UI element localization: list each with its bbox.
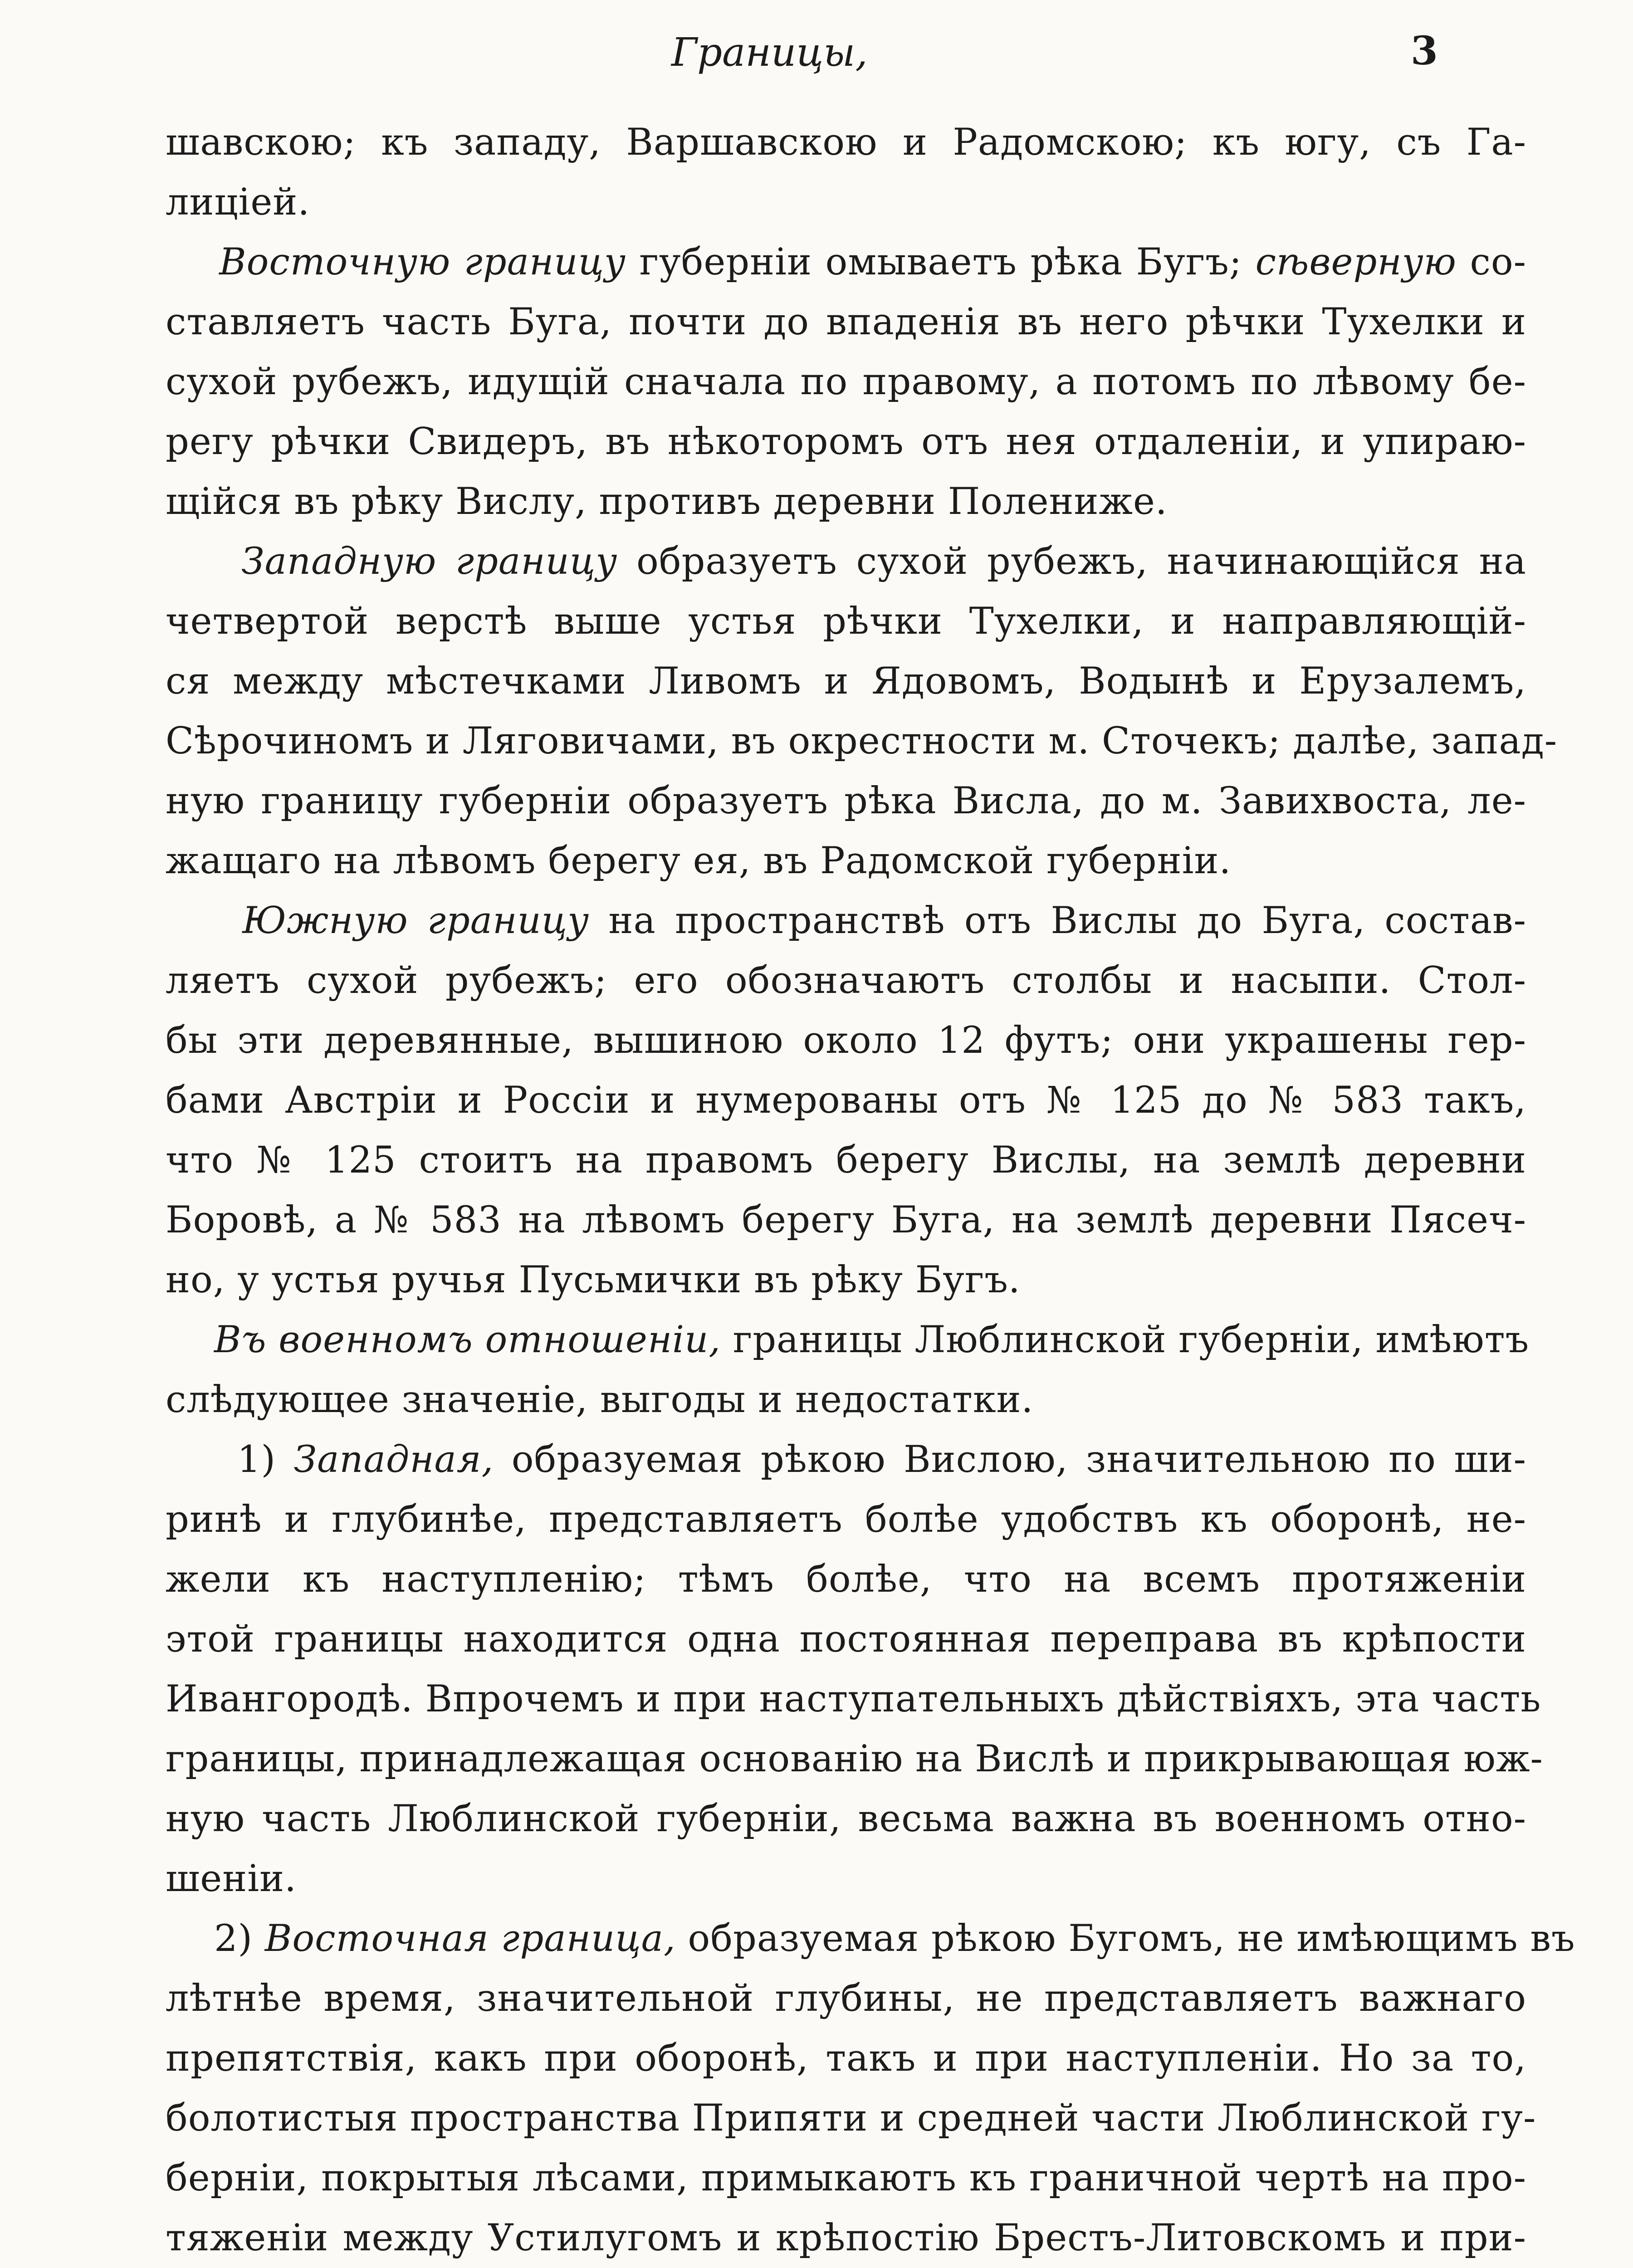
text-line: этой границы находится одна постоянная переправа въ крѣпости [166,1618,1526,1661]
text-line: бы эти деревянные, вышиною около 12 футъ; они украшены гер- [166,1019,1526,1062]
text-line: препятствія, какъ при оборонѣ, такъ и при наступленіи. Но за то, [166,2037,1526,2080]
text-line: ставляетъ часть Буга, почти до впаденія въ него рѣчки Тухелки и [166,301,1526,343]
text-line: слѣдующее значеніе, выгоды и недостатки. [166,1378,1034,1421]
text-line: щійся въ рѣку Вислу, противъ деревни Полениже. [166,480,1168,523]
text-line: Восточную границу губерніи омываетъ рѣка Бугъ; сѣверную со- [219,241,1527,284]
text-line: регу рѣчки Свидеръ, въ нѣкоторомъ отъ нея отдаленіи, и упираю- [166,420,1526,463]
text-line: жели къ наступленію; тѣмъ болѣе, что на всемъ протяженіи [166,1558,1526,1601]
text-line: границы, принадлежащая основанію на Вислѣ и прикрывающая юж- [166,1738,1543,1780]
running-title: Границы, [671,30,868,75]
text-line: сухой рубежъ, идущій сначала по правому, а потомъ по лѣвому бе- [166,361,1526,403]
text-line: жащаго на лѣвомъ берегу ея, въ Радомской губерніи. [166,840,1232,882]
text-line: Ивангородѣ. Впрочемъ и при наступательныхъ дѣйствіяхъ, эта часть [166,1678,1541,1721]
text-line: ся между мѣстечками Ливомъ и Ядовомъ, Водынѣ и Ерузалемъ, [166,660,1526,703]
text-line: ную часть Люблинской губерніи, весьма важна въ военномъ отно- [166,1798,1526,1840]
text-line: Сѣрочиномъ и Ляговичами, въ окрестности м. Сточекъ; далѣе, запад- [166,720,1558,763]
text-line: Южную границу на пространствѣ отъ Вислы до Буга, состав- [242,899,1527,942]
text-line: ную границу губерніи образуетъ рѣка Висла, до м. Завихвоста, ле- [166,780,1526,822]
text-line: лиціей. [166,181,310,224]
text-line: Западную границу образуетъ сухой рубежъ, начинающійся на [241,540,1526,583]
text-line: тяженіи между Устилугомъ и крѣпостію Брестъ-Литовскомъ и при- [166,2217,1526,2259]
text-line: берніи, покрытыя лѣсами, примыкаютъ къ граничной чертѣ на про- [166,2157,1526,2200]
text-line: болотистыя пространства Припяти и средней части Люблинской гу- [166,2097,1536,2140]
text-line: Въ военномъ отношеніи, границы Люблинской губерніи, имѣютъ [214,1319,1530,1361]
text-line: бами Австріи и Россіи и нумерованы отъ № 125 до № 583 такъ, [166,1079,1526,1122]
text-line: но, у устья ручья Пусьмички въ рѣку Бугъ. [166,1259,1021,1301]
page-header [0,25,1633,80]
body-text [166,112,1575,2268]
text-line: шеніи. [166,1857,297,1900]
text-line: Боровѣ, а № 583 на лѣвомъ берегу Буга, на землѣ деревни Пясеч- [166,1199,1526,1242]
page-number: 3 [1411,28,1438,74]
text-line: 2) Восточная граница, образуемая рѣкою Бугомъ, не имѣющимъ въ [214,1917,1575,1960]
text-line: шавскою; къ западу, Варшавскою и Радомскою; къ югу, съ Га- [166,121,1526,164]
text-line: лѣтнѣе время, значительной глубины, не представляетъ важнаго [166,1977,1526,2020]
text-line: четвертой верстѣ выше устья рѣчки Тухелки, и направляющій- [166,600,1526,643]
text-line: ляетъ сухой рубежъ; его обозначаютъ столбы и насыпи. Стол- [166,959,1526,1002]
text-line: 1) Западная, образуемая рѣкою Вислою, значительною по ши- [237,1438,1526,1481]
text-line: ринѣ и глубинѣе, представляетъ болѣе удобствъ къ оборонѣ, не- [166,1498,1526,1541]
text-line: что № 125 стоитъ на правомъ берегу Вислы, на землѣ деревни [166,1139,1526,1182]
